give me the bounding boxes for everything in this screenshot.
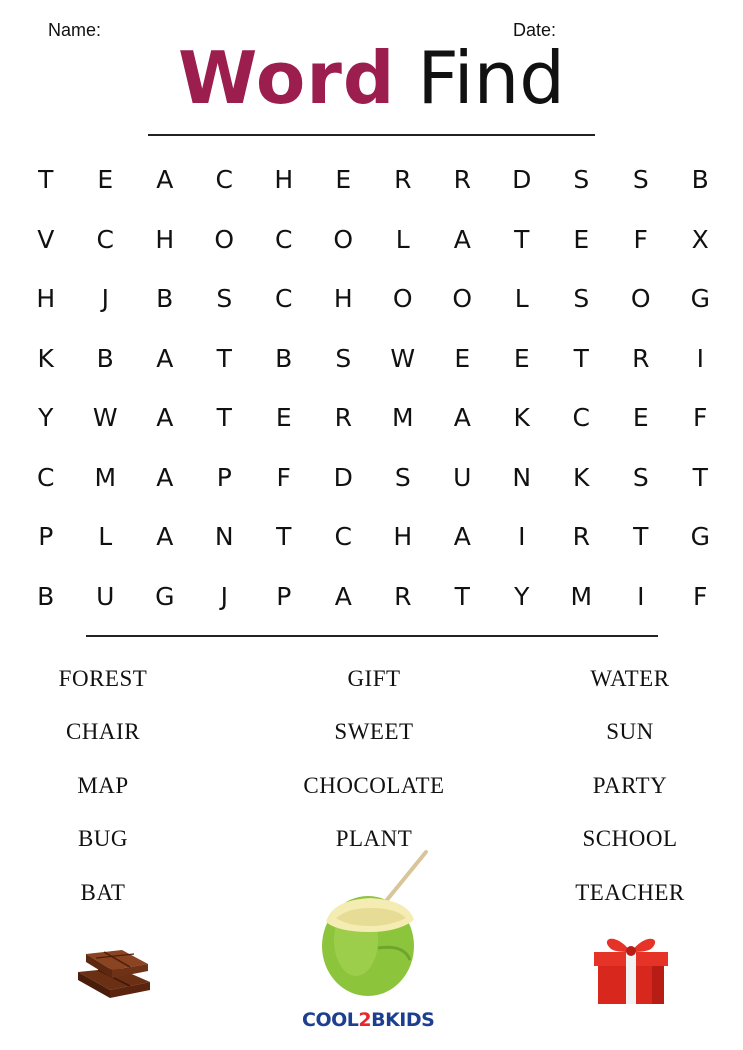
grid-letter: T	[454, 581, 470, 611]
grid-letter: E	[632, 403, 649, 433]
grid-letter: V	[37, 224, 55, 254]
grid-letter: U	[96, 581, 115, 611]
grid-letter: B	[691, 165, 709, 195]
grid-letter: C	[275, 284, 293, 314]
grid-letter: G	[690, 522, 710, 552]
grid-letter: H	[274, 165, 294, 195]
title-find: Find	[417, 36, 565, 120]
grid-letter: S	[394, 462, 411, 492]
grid-letter: E	[97, 165, 114, 195]
grid-letter: W	[390, 343, 416, 373]
grid-letter: A	[453, 403, 471, 433]
grid-letter: H	[333, 284, 353, 314]
grid-row	[16, 448, 730, 508]
grid-letter: T	[633, 522, 649, 552]
word-list-item: PARTY	[592, 772, 668, 798]
grid-letter: O	[452, 284, 473, 314]
grid-letter: S	[632, 165, 649, 195]
grid-letter: E	[454, 343, 471, 373]
grid-letter: N	[512, 462, 532, 492]
grid-letter: G	[690, 284, 710, 314]
grid-letter: M	[570, 581, 593, 611]
grid-letter: B	[275, 343, 293, 373]
grid-letter: A	[156, 403, 174, 433]
grid-letter: L	[98, 522, 113, 552]
grid-letter: E	[275, 403, 292, 433]
title-divider	[148, 134, 595, 136]
grid-letter: Y	[38, 403, 54, 433]
grid-letter: T	[216, 403, 232, 433]
grid-letter: Y	[514, 581, 530, 611]
word-list-item: CHOCOLATE	[303, 772, 445, 798]
grid-letter: R	[394, 165, 412, 195]
grid-letter: D	[512, 165, 532, 195]
grid-letter: B	[156, 284, 174, 314]
grid-letter: E	[573, 224, 590, 254]
grid-letter: A	[156, 343, 174, 373]
grid-letter: L	[514, 284, 529, 314]
grid-row	[16, 329, 730, 389]
word-list-item: WATER	[590, 665, 670, 691]
word-row	[0, 652, 743, 706]
grid-letter: C	[215, 165, 233, 195]
grid-letter: M	[391, 403, 414, 433]
word-list-item: FOREST	[58, 665, 148, 691]
title-word: Word	[178, 36, 396, 120]
word-list-item: TEACHER	[575, 879, 685, 905]
word-list-item: BAT	[80, 879, 126, 905]
grid-letter: G	[155, 581, 175, 611]
grid-letter: B	[37, 581, 55, 611]
name-label: Name:	[48, 20, 102, 40]
grid-row	[16, 269, 730, 329]
grid-letter: T	[692, 462, 708, 492]
grid-letter: F	[693, 403, 708, 433]
grid-letter: T	[514, 224, 530, 254]
grid-letter: M	[94, 462, 117, 492]
grid-letter: W	[92, 403, 118, 433]
grid-letter: C	[37, 462, 55, 492]
grid-letter: I	[518, 522, 526, 552]
grid-letter: T	[573, 343, 589, 373]
gift-box-image	[592, 930, 670, 1006]
grid-letter: H	[36, 284, 56, 314]
grid-letter: S	[335, 343, 352, 373]
grid-letter: B	[96, 343, 114, 373]
grid-letter: A	[453, 522, 471, 552]
grid-letter: J	[220, 581, 228, 611]
grid-letter: A	[156, 462, 174, 492]
grid-letter: O	[630, 284, 651, 314]
word-list-item: BUG	[77, 826, 129, 852]
coconut-image	[318, 848, 430, 998]
word-row	[0, 759, 743, 813]
chocolate-image	[74, 938, 154, 998]
word-list-divider	[86, 635, 658, 637]
page-title	[0, 36, 743, 120]
word-row	[0, 706, 743, 760]
grid-letter: O	[333, 224, 354, 254]
grid-letter: A	[156, 165, 174, 195]
grid-letter: R	[394, 581, 412, 611]
grid-letter: A	[453, 224, 471, 254]
cool2bkids-logo: COOL2BKIDS	[302, 1009, 435, 1031]
grid-letter: D	[333, 462, 353, 492]
grid-letter: F	[693, 581, 708, 611]
grid-row	[16, 388, 730, 448]
grid-letter: K	[573, 462, 590, 492]
grid-letter: R	[334, 403, 352, 433]
word-list-item: SUN	[606, 719, 654, 745]
grid-letter: R	[572, 522, 590, 552]
grid-letter: P	[38, 522, 54, 552]
grid-letter: E	[513, 343, 530, 373]
grid-letter: H	[393, 522, 413, 552]
grid-letter: T	[38, 165, 54, 195]
grid-letter: K	[37, 343, 54, 373]
word-list-item: PLANT	[335, 826, 413, 852]
date-label: Date:	[513, 20, 557, 40]
word-list-item: CHAIR	[65, 719, 141, 745]
grid-letter: O	[214, 224, 235, 254]
grid-letter: J	[101, 284, 109, 314]
grid-letter: H	[155, 224, 175, 254]
letter-grid	[16, 150, 730, 626]
grid-letter: C	[334, 522, 352, 552]
grid-letter: E	[335, 165, 352, 195]
grid-letter: N	[214, 522, 234, 552]
grid-letter: K	[513, 403, 530, 433]
word-list-item: GIFT	[347, 665, 401, 691]
grid-letter: X	[691, 224, 709, 254]
word-list-item: SWEET	[334, 719, 414, 745]
grid-letter: S	[573, 284, 590, 314]
grid-letter: A	[156, 522, 174, 552]
grid-letter: T	[216, 343, 232, 373]
grid-letter: I	[637, 581, 645, 611]
grid-letter: L	[395, 224, 410, 254]
word-list-item: MAP	[77, 772, 129, 798]
grid-letter: S	[216, 284, 233, 314]
grid-row	[16, 150, 730, 210]
grid-letter: O	[392, 284, 413, 314]
grid-letter: T	[276, 522, 292, 552]
grid-row	[16, 567, 730, 627]
grid-letter: R	[632, 343, 650, 373]
grid-row	[16, 507, 730, 567]
grid-letter: F	[276, 462, 291, 492]
grid-letter: P	[216, 462, 232, 492]
grid-letter: P	[276, 581, 292, 611]
grid-letter: R	[453, 165, 471, 195]
word-list-item: SCHOOL	[582, 826, 678, 852]
grid-letter: C	[275, 224, 293, 254]
grid-letter: A	[334, 581, 352, 611]
grid-letter: U	[453, 462, 472, 492]
grid-row	[16, 210, 730, 270]
grid-letter: S	[632, 462, 649, 492]
grid-letter: F	[633, 224, 648, 254]
grid-letter: C	[572, 403, 590, 433]
grid-letter: C	[96, 224, 114, 254]
grid-letter: S	[573, 165, 590, 195]
grid-letter: I	[696, 343, 704, 373]
